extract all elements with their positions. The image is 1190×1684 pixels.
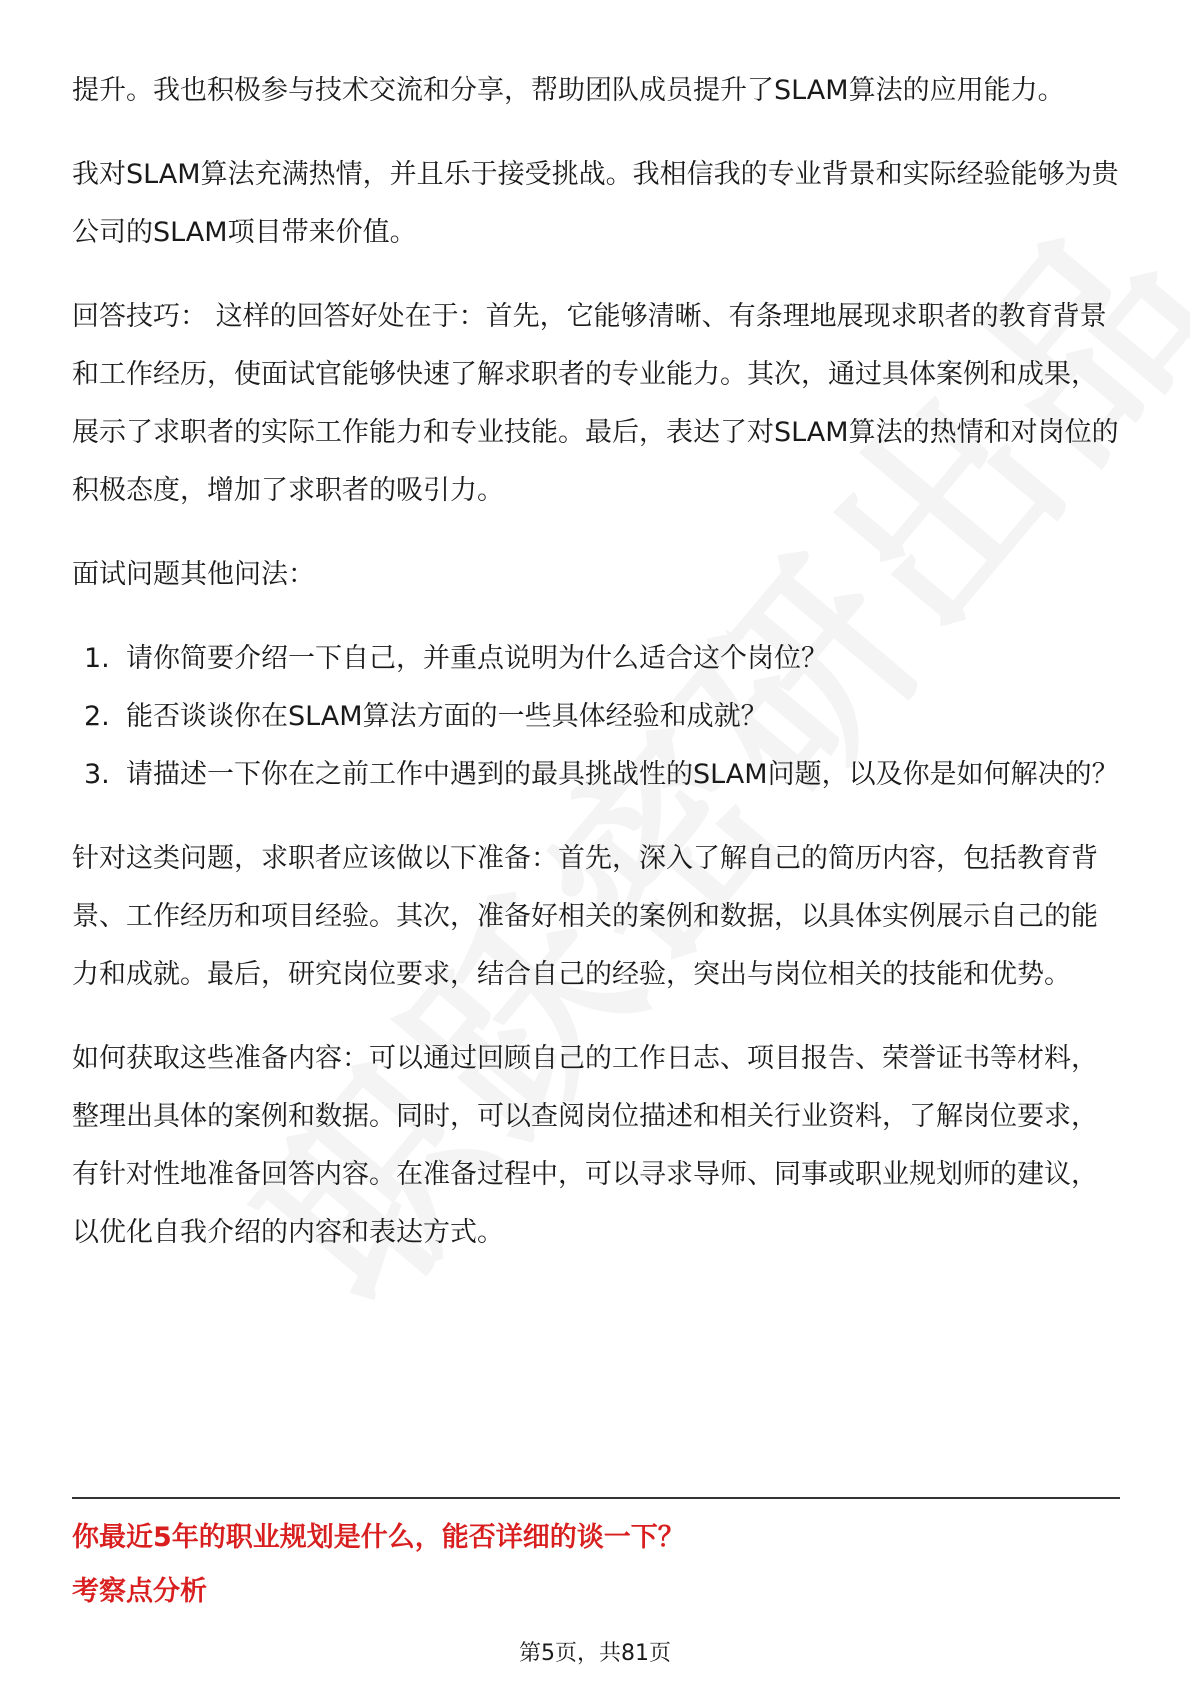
list-item-number: 3. (84, 759, 110, 790)
list-item-number: 2. (84, 701, 110, 732)
paragraph-preparation: 针对这类问题，求职者应该做以下准备：首先，深入了解自己的简历内容，包括教育背景、工作经历和项目经验。其次，准备好相关的案例和数据，以具体实例展示自己的能力和成就。最后，研究岗位要求，结合自己的经验，突出与岗位相关的技能和优势。 (72, 843, 1098, 990)
document-body (72, 62, 1120, 1288)
other-questions-list (72, 630, 1120, 804)
next-question-title: 你最近5年的职业规划是什么，能否详细的谈一下？ (72, 1522, 685, 1553)
paragraph-intro-end: 提升。我也积极参与技术交流和分享，帮助团队成员提升了SLAM算法的应用能力。 (72, 75, 1065, 106)
list-item (72, 630, 1120, 688)
paragraph-passion: 我对SLAM算法充满热情，并且乐于接受挑战。我相信我的专业背景和实际经验能够为贵公司的SLAM项目带来价值。 (72, 159, 1119, 248)
list-item (72, 688, 1120, 746)
section-divider (72, 1497, 1120, 1499)
list-item-text: 请描述一下你在之前工作中遇到的最具挑战性的SLAM问题，以及你是如何解决的？ (126, 759, 1119, 790)
paragraph-answer-tips: 回答技巧： 这样的回答好处在于：首先，它能够清晰、有条理地展现求职者的教育背景和工作经历，使面试官能够快速了解求职者的专业能力。其次，通过具体案例和成果，展示了求职者的实际工作能力和专业技能。最后，表达了对SLAM算法的热情和对岗位的积极态度，增加了求职者的吸引力。 (72, 301, 1119, 506)
list-item (72, 746, 1120, 804)
page-footer: 第5页，共81页 (519, 1641, 671, 1666)
next-question-subtitle: 考察点分析 (72, 1576, 207, 1607)
list-item-number: 1. (84, 643, 110, 674)
list-item-text: 请你简要介绍一下自己，并重点说明为什么适合这个岗位？ (126, 643, 828, 674)
list-item-text: 能否谈谈你在SLAM算法方面的一些具体经验和成就？ (126, 701, 768, 732)
paragraph-sources: 如何获取这些准备内容：可以通过回顾自己的工作日志、项目报告、荣誉证书等材料，整理出具体的案例和数据。同时，可以查阅岗位描述和相关行业资料，了解岗位要求，有针对性地准备回答内容。在准备过程中，可以寻求导师、同事或职业规划师的建议，以优化自我介绍的内容和表达方式。 (72, 1043, 1098, 1248)
other-questions-heading: 面试问题其他问法： (72, 559, 315, 590)
